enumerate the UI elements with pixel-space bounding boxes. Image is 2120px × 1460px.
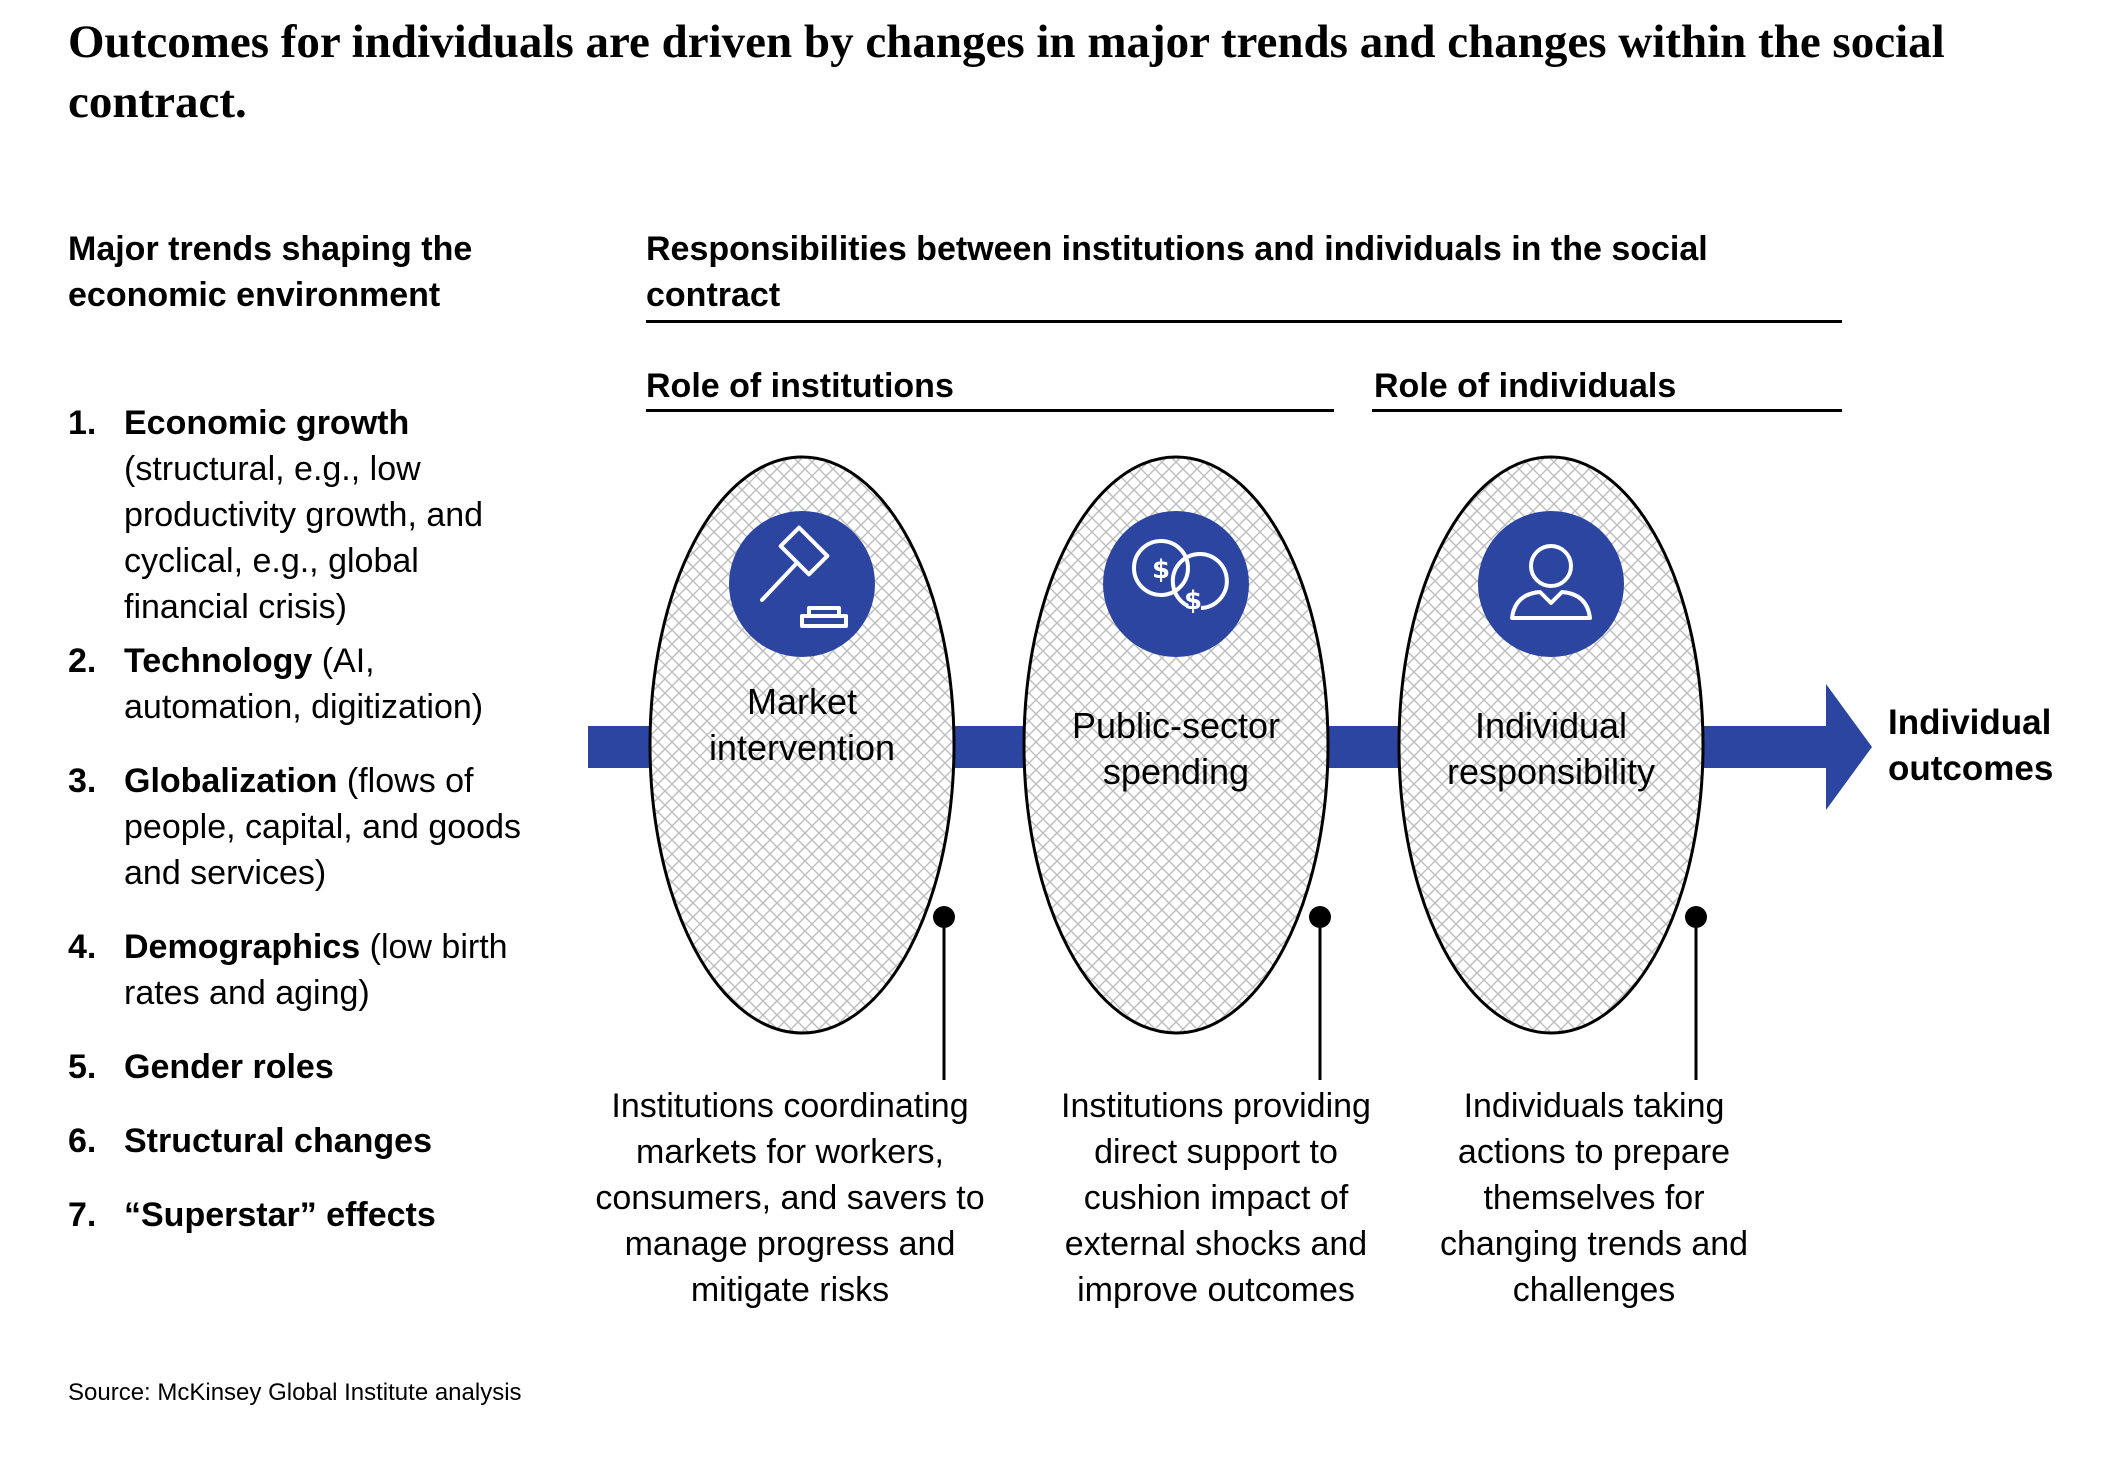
- trend-detail: (low birth rates and aging): [124, 928, 508, 1012]
- trend-number: 5.: [68, 1048, 97, 1086]
- page-title: Outcomes for individuals are driven by changes in major trends and changes within the social contract.: [68, 16, 1945, 128]
- svg-text:$: $: [1151, 555, 1171, 585]
- market-intervention-label: Market intervention: [708, 681, 896, 768]
- public-sector-spending-description: Institutions providing direct support to cushion impact of external shocks and improve outcomes: [1061, 1087, 1371, 1309]
- individual-outcomes-label: Individual outcomes: [1888, 703, 2054, 788]
- trend-number: 4.: [68, 928, 97, 966]
- trend-name: Globalization: [124, 762, 338, 800]
- market-intervention-description: Institutions coordinating markets for workers, consumers, and savers to manage progress and mitigate risks: [595, 1087, 985, 1309]
- trend-detail: (structural, e.g., low productivity growth, and cyclical, e.g., global financial crisis): [124, 450, 484, 626]
- trend-name: Technology: [124, 642, 313, 680]
- market-intervention-callout: [933, 906, 955, 1080]
- trend-name: Structural changes: [124, 1122, 432, 1160]
- trend-number: 1.: [68, 404, 97, 442]
- role-of-institutions-heading: Role of institutions: [646, 367, 954, 405]
- source-note: Source: McKinsey Global Institute analysis: [68, 1379, 522, 1406]
- trend-name: “Superstar” effects: [124, 1196, 436, 1234]
- trend-number: 2.: [68, 642, 97, 680]
- trend-name: Gender roles: [124, 1048, 334, 1086]
- social-contract-heading: Responsibilities between institutions and individuals in the social contract: [646, 230, 1708, 314]
- svg-text:$: $: [1183, 586, 1203, 616]
- public-sector-spending-label: Public-sector spending: [1071, 705, 1281, 792]
- trend-number: 6.: [68, 1122, 97, 1160]
- trend-name: Demographics: [124, 928, 361, 966]
- trend-detail: (AI, automation, digitization): [124, 642, 484, 726]
- public-sector-spending-callout: [1309, 906, 1331, 1080]
- individual-responsibility-callout: [1685, 906, 1707, 1080]
- gavel-icon: [729, 511, 875, 657]
- trend-number: 3.: [68, 762, 97, 800]
- trend-name: Economic growth: [124, 404, 410, 442]
- trend-number: 7.: [68, 1196, 97, 1234]
- person-icon: [1478, 511, 1624, 657]
- trend-detail: (flows of people, capital, and goods and services): [124, 762, 521, 892]
- flow-arrow-head: [1826, 684, 1872, 810]
- individual-responsibility-description: Individuals taking actions to prepare themselves for changing trends and challenges: [1439, 1087, 1749, 1309]
- individual-responsibility-label: Individual responsibility: [1446, 705, 1656, 792]
- coins-icon: [1103, 511, 1249, 657]
- role-of-individuals-heading: Role of individuals: [1374, 367, 1677, 405]
- trends-heading: Major trends shaping the economic environment: [68, 230, 473, 314]
